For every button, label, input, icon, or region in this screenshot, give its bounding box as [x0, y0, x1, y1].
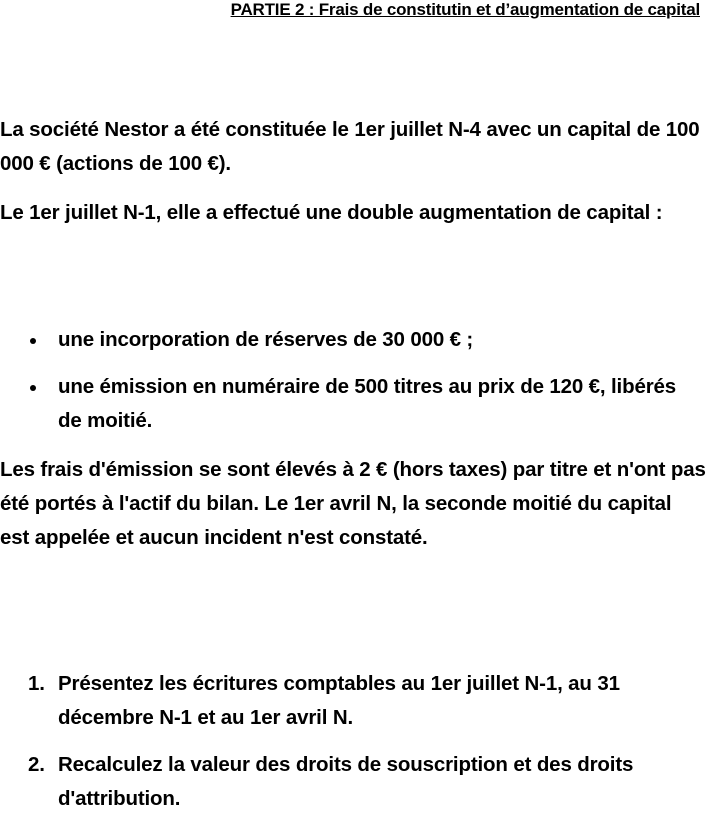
question-item [0, 748, 705, 816]
question-item [0, 667, 705, 735]
list-item [0, 370, 700, 438]
intro-paragraph-constitution: La société Nestor a été constituée le 1er juillet N-4 avec un capital de 100 000 € (actions de 100 €). [0, 118, 700, 175]
question-number: 1. [28, 672, 45, 695]
list-item [0, 323, 700, 357]
bullet-icon [30, 385, 36, 391]
list-item-text: une incorporation de réserves de 30 000 € ; [58, 328, 474, 351]
augmentation-list [0, 323, 700, 451]
questions-list [0, 667, 705, 829]
question-text: Présentez les écritures comptables au 1er juillet N-1, au 31 décembre N-1 et au 1er avril N. [58, 672, 620, 729]
intro-paragraph-augmentation: Le 1er juillet N-1, elle a effectué une double augmentation de capital : [0, 201, 663, 224]
section-title: PARTIE 2 : Frais de constitutin et d’augmentation de capital [230, 0, 700, 19]
question-number: 2. [28, 753, 45, 776]
bullet-icon [30, 338, 36, 344]
details-paragraph: Les frais d'émission se sont élevés à 2 € (hors taxes) par titre et n'ont pas été portés à l'actif du bilan. Le 1er avril N, la seconde moitié du capital est appelée et aucun incident n'est constaté. [0, 458, 706, 549]
list-item-text: une émission en numéraire de 500 titres au prix de 120 €, libérés de moitié. [58, 375, 677, 432]
question-text: Recalculez la valeur des droits de souscription et des droits d'attribution. [58, 753, 634, 810]
